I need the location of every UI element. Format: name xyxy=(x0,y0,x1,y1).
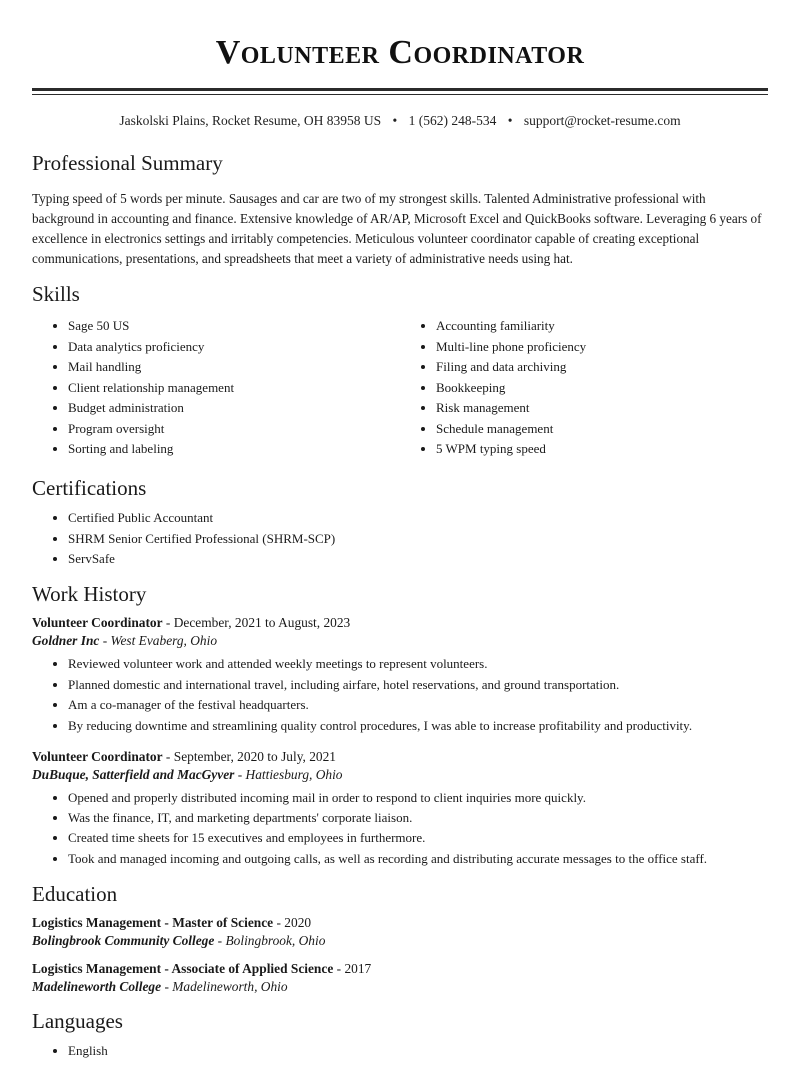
education-entry xyxy=(32,961,768,995)
certifications-list xyxy=(32,509,768,568)
job-title: Volunteer Coordinator xyxy=(32,748,163,764)
section-languages xyxy=(32,1009,768,1060)
section-work-history xyxy=(32,582,768,868)
section-heading-skills: Skills xyxy=(32,282,80,307)
page-title: Volunteer Coordinator xyxy=(215,34,585,71)
contact-line xyxy=(32,113,768,129)
section-heading-languages: Languages xyxy=(32,1008,123,1033)
section-education xyxy=(32,882,768,995)
education-dash: - xyxy=(217,932,223,948)
section-heading-summary: Professional Summary xyxy=(32,151,223,175)
languages-list xyxy=(32,1042,768,1060)
job-company: DuBuque, Satterfield and MacGyver xyxy=(32,766,235,782)
job-dash: - xyxy=(165,615,171,631)
education-location: Bolingbrook, Ohio xyxy=(225,932,326,948)
list-item: • Client relationship management xyxy=(68,379,400,397)
summary-text: Typing speed of 5 words per minute. Sausages and car are two of my strongest skills. Talented Administrative professional with background in accounting and finance. Extensive knowledge of AR/AP, Microsoft Excel and QuickBooks software. Leveraging 6 years of excellence in electronics settings and irritably competencies. Meticulous volunteer coordinator capable of creating exceptional communications, presentations, and spreadsheets that meet a variety of administrative needs using hat. xyxy=(32,191,762,266)
job-subheader xyxy=(32,767,768,783)
education-school: Bolingbrook Community College xyxy=(32,932,215,948)
education-entry xyxy=(32,915,768,949)
section-certifications xyxy=(32,476,768,568)
list-item: • Bookkeeping xyxy=(436,379,768,397)
list-item: • Filing and data archiving xyxy=(436,358,768,376)
list-item: • Data analytics proficiency xyxy=(68,338,400,356)
skills-list-left xyxy=(32,317,400,460)
education-header xyxy=(32,961,768,977)
job-dash: - xyxy=(165,748,171,764)
list-item: • Budget administration xyxy=(68,399,400,417)
section-professional-summary xyxy=(32,151,768,268)
education-header xyxy=(32,915,768,931)
list-item: • Multi-line phone proficiency xyxy=(436,338,768,356)
job-header xyxy=(32,749,768,765)
education-year: 2017 xyxy=(344,960,372,976)
list-item: • Took and managed incoming and outgoing calls, as well as recording and distributing accurate messages to the office staff. xyxy=(68,850,768,868)
contact-separator-2: • xyxy=(507,113,513,128)
contact-address: Jaskolski Plains, Rocket Resume, OH 83958 US xyxy=(119,113,382,128)
education-dash: - xyxy=(336,960,342,976)
skills-columns xyxy=(32,315,768,462)
list-item: • Schedule management xyxy=(436,420,768,438)
list-item: • Sage 50 US xyxy=(68,317,400,335)
section-heading-certifications: Certifications xyxy=(32,476,147,501)
work-history-entry xyxy=(32,615,768,734)
education-year: 2020 xyxy=(284,914,312,930)
work-history-entry xyxy=(32,749,768,868)
job-dates: December, 2021 to August, 2023 xyxy=(173,615,351,631)
education-school: Madelineworth College xyxy=(32,978,162,994)
job-bullet-list xyxy=(32,789,768,868)
list-item: • Risk management xyxy=(436,399,768,417)
section-heading-education: Education xyxy=(32,881,118,906)
job-dash: - xyxy=(237,766,243,782)
list-item: • By reducing downtime and streamlining quality control procedures, I was able to increase profitability and productivity. xyxy=(68,717,768,735)
education-dash: - xyxy=(276,914,281,930)
list-item: • Am a co-manager of the festival headquarters. xyxy=(68,696,768,714)
section-skills xyxy=(32,282,768,462)
education-location: Madelineworth, Ohio xyxy=(172,978,288,994)
education-dash: - xyxy=(164,978,169,994)
list-item: • ServSafe xyxy=(68,550,768,568)
list-item: • 5 WPM typing speed xyxy=(436,440,768,458)
list-item: • English xyxy=(68,1042,768,1060)
education-subheader xyxy=(32,979,768,995)
list-item: • Mail handling xyxy=(68,358,400,376)
education-degree: Logistics Management - Master of Science xyxy=(32,914,274,930)
contact-email[interactable]: support@rocket-resume.com xyxy=(523,113,681,128)
section-heading-work-history: Work History xyxy=(32,582,147,607)
list-item: • Was the finance, IT, and marketing departments' corporate liaison. xyxy=(68,809,768,827)
list-item: • Program oversight xyxy=(68,420,400,438)
contact-separator-1: • xyxy=(392,113,398,128)
list-item: • Created time sheets for 15 executives and employees in furthermore. xyxy=(68,829,768,847)
job-company: Goldner Inc xyxy=(32,633,100,649)
contact-phone: 1 (562) 248-534 xyxy=(408,113,497,128)
job-location: West Evaberg, Ohio xyxy=(110,633,218,649)
list-item: • Certified Public Accountant xyxy=(68,509,768,527)
job-location: Hattiesburg, Ohio xyxy=(245,766,343,782)
list-item: • Accounting familiarity xyxy=(436,317,768,335)
list-item: • Opened and properly distributed incoming mail in order to respond to client inquiries more quickly. xyxy=(68,789,768,807)
job-bullet-list xyxy=(32,655,768,734)
job-title: Volunteer Coordinator xyxy=(32,615,163,631)
header-divider xyxy=(32,88,768,95)
job-dash: - xyxy=(102,633,108,649)
list-item: • Reviewed volunteer work and attended weekly meetings to represent volunteers. xyxy=(68,655,768,673)
skills-list-right xyxy=(400,317,768,460)
education-degree: Logistics Management - Associate of Applied Science xyxy=(32,960,334,976)
job-header xyxy=(32,615,768,631)
job-dates: September, 2020 to July, 2021 xyxy=(173,748,336,764)
job-subheader xyxy=(32,633,768,649)
list-item: • SHRM Senior Certified Professional (SHRM-SCP) xyxy=(68,530,768,548)
education-subheader xyxy=(32,933,768,949)
list-item: • Sorting and labeling xyxy=(68,440,400,458)
list-item: • Planned domestic and international travel, including airfare, hotel reservations, and ground transportation. xyxy=(68,676,768,694)
